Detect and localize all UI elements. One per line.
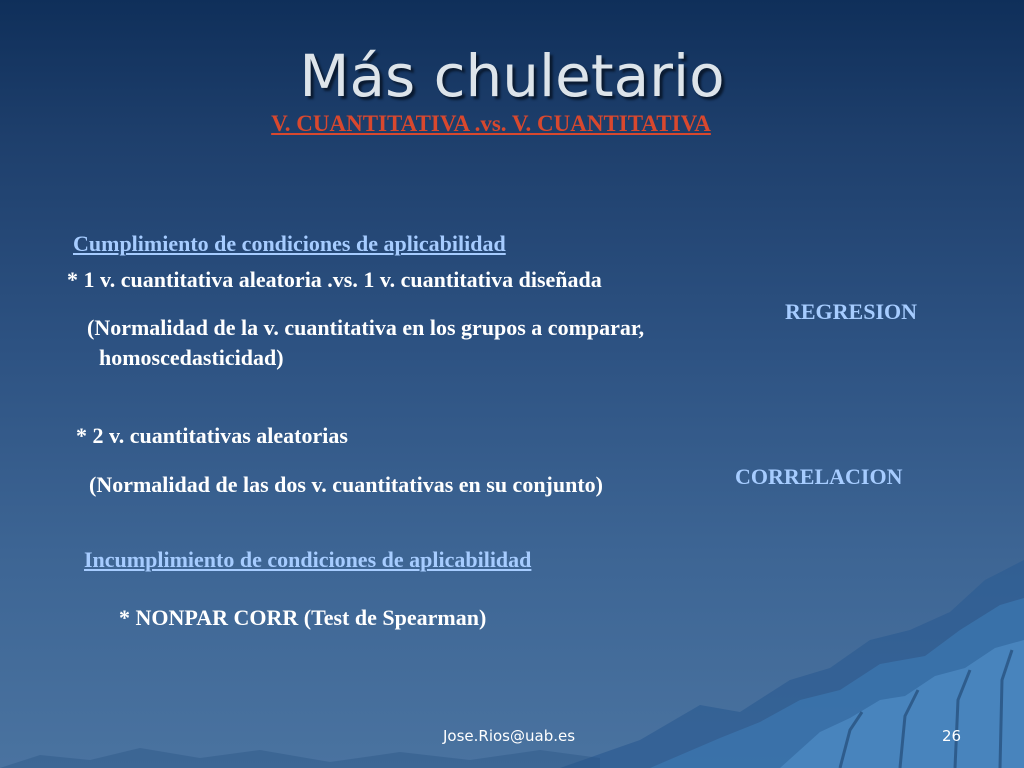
note-item-1-line-1: (Normalidad de la v. cuantitativa en los grupos a comparar, (87, 315, 645, 340)
bullet-item-3: * NONPAR CORR (Test de Spearman) (119, 605, 487, 630)
bullet-item-2: * 2 v. cuantitativas aleatorias (76, 423, 348, 448)
slide-subtitle: V. CUANTITATIVA .vs. V. CUANTITATIVA (271, 111, 711, 136)
bullet-item-1: * 1 v. cuantitativa aleatoria .vs. 1 v. cuantitativa diseñada (67, 267, 602, 292)
note-item-1-line-2: homoscedasticidad) (99, 345, 284, 370)
section-heading-cumplimiento[interactable]: Cumplimiento de condiciones de aplicabilidad (73, 231, 506, 256)
footer-email: Jose.Rios@uab.es (443, 727, 576, 745)
page-number: 26 (942, 727, 962, 745)
slide-title: Más chuletario (299, 42, 725, 110)
result-label-regresion: REGRESION (785, 299, 918, 324)
note-item-2: (Normalidad de las dos v. cuantitativas en su conjunto) (89, 472, 604, 497)
result-label-correlacion: CORRELACION (735, 464, 903, 489)
section-heading-incumplimiento[interactable]: Incumplimiento de condiciones de aplicabilidad (84, 547, 532, 572)
